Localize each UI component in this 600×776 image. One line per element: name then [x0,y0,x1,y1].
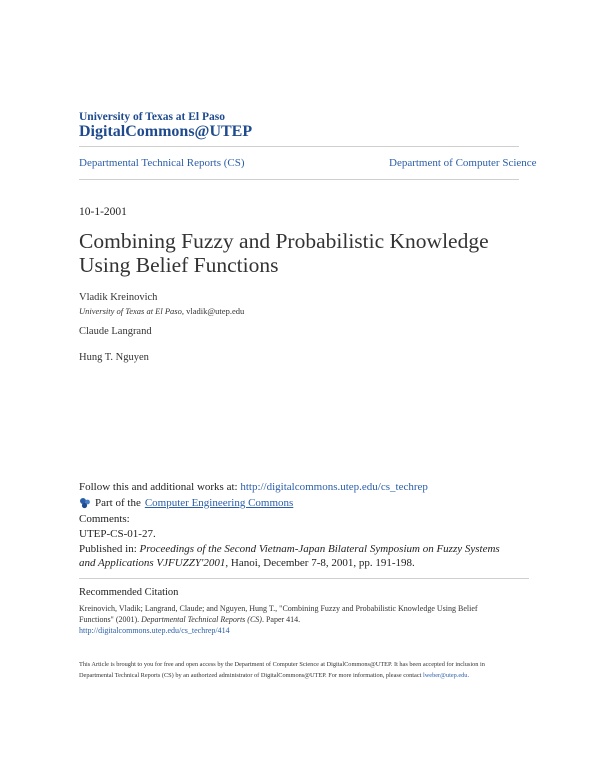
university-name: University of Texas at El Paso [79,111,225,123]
author-email: , vladik@utep.edu [181,306,245,316]
report-number: UTEP-CS-01-27. [79,528,156,540]
comments-label: Comments: [79,513,130,525]
citation-part2: . Paper 414. [261,615,301,624]
author-name: Claude Langrand [79,326,152,337]
published-in [79,542,509,570]
citation-url-link[interactable]: http://digitalcommons.utep.edu/cs_techrep/414 [79,626,230,635]
access-notice [79,659,519,681]
computer-engineering-commons-link[interactable]: Computer Engineering Commons [144,497,294,509]
follow-line [79,481,428,493]
divider-bottom [79,179,519,180]
citation-divider [79,578,529,579]
contact-email-link[interactable]: lweber@utep.edu [422,672,468,679]
citation-text [79,603,509,625]
computer-science-dept-link[interactable]: Department of Computer Science [389,157,537,169]
follow-prefix: Follow this and additional works at: [79,481,241,493]
access-notice-end: . [467,672,470,679]
citation-part1: Kreinovich, Vladik; Langrand, Claude; and Nguyen, Hung T., "Combining Fuzzy and Probabilistic Knowledge Using Belief Functions" (2001). [79,604,478,624]
author-name: Vladik Kreinovich [79,292,158,303]
published-suffix: , Hanoi, December 7-8, 2001, pp. 191-198. [225,557,415,569]
paper-title: Combining Fuzzy and Probabilistic Knowledge Using Belief Functions [79,229,489,277]
published-prefix: Published in: [79,543,140,555]
part-of-line [79,497,293,509]
affiliation-name: University of Texas at El Paso [79,306,182,316]
divider-top [79,146,519,147]
part-of-prefix: Part of the [95,497,141,509]
citation-series: Departmental Technical Reports (CS) [141,615,262,624]
publication-date: 10-1-2001 [79,206,127,218]
citation-heading: Recommended Citation [79,587,179,598]
published-venue: Proceedings of the Second Vietnam-Japan Bilateral Symposium on Fuzzy Systems and Applications VJFUZZY'2001 [79,543,500,569]
departmental-reports-link[interactable]: Departmental Technical Reports (CS) [79,157,245,169]
collection-url-link[interactable]: http://digitalcommons.utep.edu/cs_techrep [240,481,428,493]
access-notice-text: This Article is brought to you for free and open access by the Department of Computer Science at DigitalCommons@UTEP. It has been accepted for inclusion in Departmental Technical Reports (CS) by an authorized administrator of DigitalCommons@UTEP. For more information, please contact [79,661,485,679]
commons-network-icon [79,497,91,509]
repository-name[interactable]: DigitalCommons@UTEP [79,123,253,140]
author-name: Hung T. Nguyen [79,352,149,363]
author-affiliation [79,306,244,316]
